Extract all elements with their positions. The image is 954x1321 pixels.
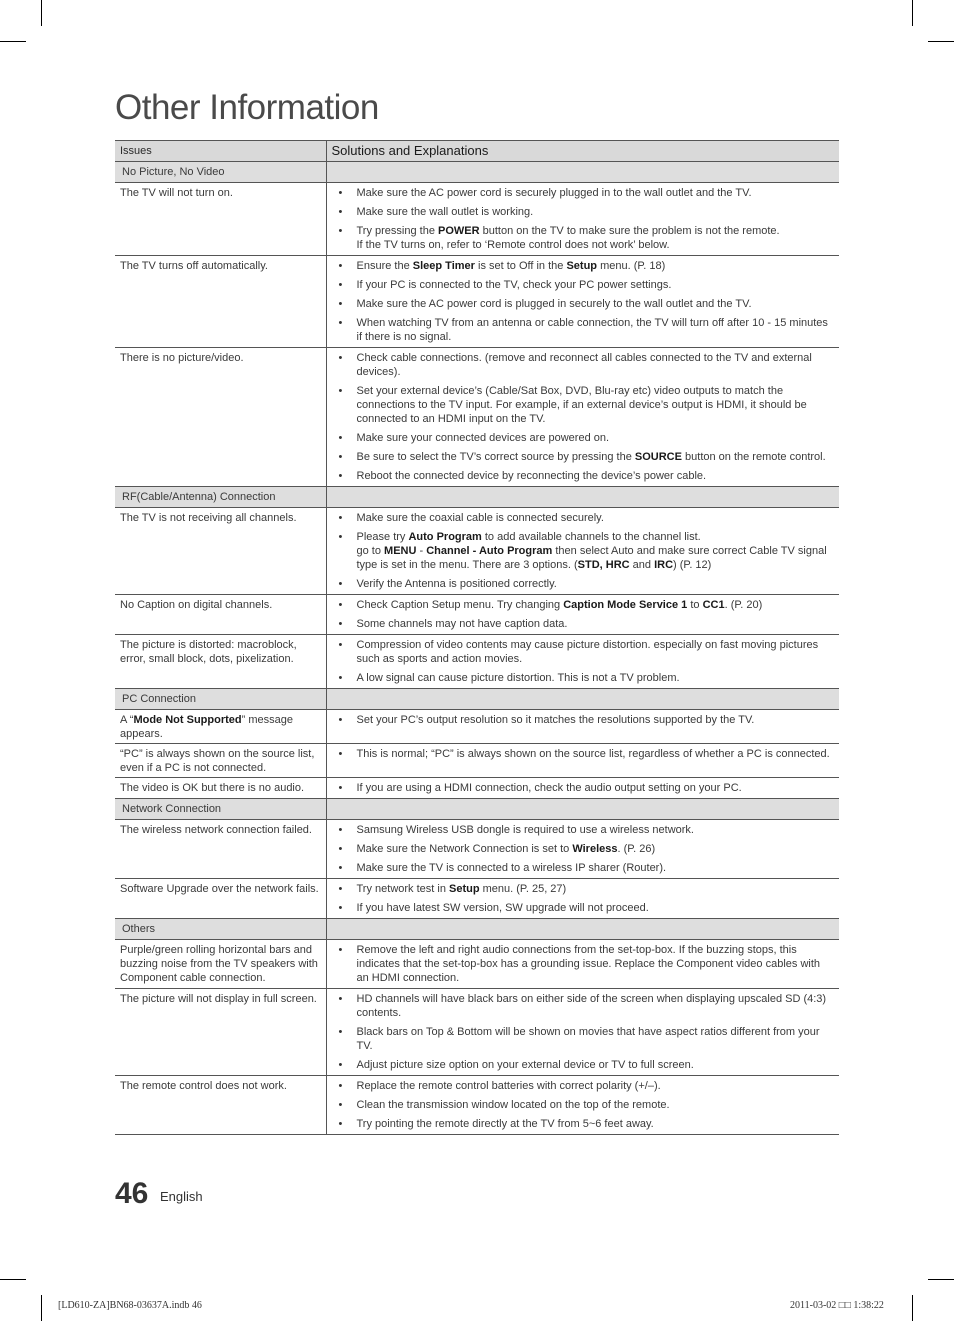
text-segment: Make sure the Network Connection is set to bbox=[356, 843, 573, 855]
crop-mark bbox=[41, 1295, 42, 1321]
category-label bbox=[115, 689, 326, 710]
text-segment: menu. (P. 25, 27) bbox=[479, 883, 567, 895]
text-segment: go to bbox=[356, 545, 385, 557]
issue-cell bbox=[115, 508, 326, 595]
table-row bbox=[115, 744, 839, 778]
text-segment: is set to Off in the bbox=[474, 260, 567, 272]
solution-cell bbox=[326, 348, 839, 487]
text-segment: HD channels will have black bars on either side of the screen when displaying upscaled SD (4:3) contents. bbox=[356, 993, 827, 1019]
category-row bbox=[115, 487, 839, 508]
category-row bbox=[115, 689, 839, 710]
table-header-row bbox=[115, 141, 839, 162]
solution-cell bbox=[326, 183, 839, 256]
solution-list bbox=[339, 943, 835, 985]
solution-cell bbox=[326, 989, 839, 1076]
solution-item bbox=[339, 316, 835, 344]
solution-cell bbox=[326, 710, 839, 744]
solution-item bbox=[339, 638, 835, 666]
solution-item bbox=[339, 1058, 835, 1072]
text-segment: Network Connection bbox=[122, 803, 222, 815]
print-file-info: [LD610-ZA]BN68-03637A.indb 46 bbox=[58, 1300, 202, 1311]
solution-cell bbox=[326, 256, 839, 348]
emphasis-term: SOURCE bbox=[634, 451, 682, 463]
text-segment: A “ bbox=[120, 714, 134, 726]
text-segment: . (P. 20) bbox=[724, 599, 763, 611]
table-row bbox=[115, 940, 839, 989]
category-spacer bbox=[326, 799, 839, 820]
solution-list bbox=[339, 351, 835, 483]
text-segment: The TV is not receiving all channels. bbox=[120, 512, 297, 524]
category-spacer bbox=[326, 689, 839, 710]
issue-cell bbox=[115, 989, 326, 1076]
solution-item bbox=[339, 530, 835, 572]
crop-mark bbox=[41, 0, 42, 26]
table-row bbox=[115, 989, 839, 1076]
emphasis-term: Auto Program bbox=[408, 531, 482, 543]
text-segment: Some channels may not have caption data. bbox=[356, 618, 568, 630]
category-label bbox=[115, 162, 326, 183]
text-segment: If the TV turns on, refer to ‘Remote control does not work’ below. bbox=[356, 239, 670, 251]
solution-list bbox=[339, 1079, 835, 1131]
table-row bbox=[115, 820, 839, 879]
category-label bbox=[115, 919, 326, 940]
category-label bbox=[115, 487, 326, 508]
text-segment: The video is OK but there is no audio. bbox=[120, 782, 305, 794]
solution-item bbox=[339, 617, 835, 631]
crop-mark bbox=[0, 1279, 26, 1280]
emphasis-term: MENU bbox=[384, 545, 417, 557]
text-segment: Make sure the coaxial cable is connected securely. bbox=[356, 512, 604, 524]
text-segment: then select Auto and make sure correct Cable TV signal type is set in the menu. There are 3 options. ( bbox=[356, 545, 827, 571]
issues-header: Issues bbox=[115, 141, 326, 162]
table-row bbox=[115, 710, 839, 744]
page-language: English bbox=[160, 1189, 203, 1204]
text-segment: and bbox=[629, 559, 655, 571]
text-segment: Remove the left and right audio connections from the set-top-box. If the buzzing stops, this indicates that the set-top-box has a grounding issue. Replace the Component video cables with an HDMI connection. bbox=[356, 944, 821, 984]
crop-mark bbox=[0, 41, 26, 42]
text-segment: The picture will not display in full screen. bbox=[120, 993, 317, 1005]
category-row bbox=[115, 919, 839, 940]
solution-item bbox=[339, 259, 835, 273]
emphasis-term: CC1 bbox=[702, 599, 725, 611]
text-segment: Verify the Antenna is positioned correctly. bbox=[356, 578, 557, 590]
category-row bbox=[115, 162, 839, 183]
table-row bbox=[115, 635, 839, 689]
text-segment: Make sure the wall outlet is working. bbox=[356, 206, 534, 218]
table-row bbox=[115, 879, 839, 919]
solution-cell bbox=[326, 879, 839, 919]
issue-cell bbox=[115, 879, 326, 919]
text-segment: Set your external device’s (Cable/Sat Box, DVD, Blu-ray etc) video outputs to match the connections to the TV input. For example, if an external device’s output is HDMI, it should be connected to an HDMI input on the TV. bbox=[356, 385, 807, 425]
text-segment: Try pointing the remote directly at the TV from 5~6 feet away. bbox=[356, 1118, 654, 1130]
table-row bbox=[115, 183, 839, 256]
text-segment: - bbox=[416, 545, 427, 557]
text-segment: The picture is distorted: macroblock, error, small block, dots, pixelization. bbox=[120, 639, 297, 665]
text-segment: If your PC is connected to the TV, check your PC power settings. bbox=[356, 279, 672, 291]
solution-item bbox=[339, 861, 835, 875]
solution-list bbox=[339, 747, 835, 761]
solutions-header: Solutions and Explanations bbox=[326, 141, 839, 162]
solution-item bbox=[339, 224, 835, 252]
text-segment: menu. (P. 18) bbox=[597, 260, 666, 272]
text-segment: Samsung Wireless USB dongle is required to use a wireless network. bbox=[356, 824, 694, 836]
text-segment: Check cable connections. (remove and reconnect all cables connected to the TV and external devices). bbox=[356, 352, 812, 378]
solution-cell bbox=[326, 595, 839, 635]
category-spacer bbox=[326, 487, 839, 508]
text-segment: The wireless network connection failed. bbox=[120, 824, 312, 836]
text-segment: Make sure the TV is connected to a wireless IP sharer (Router). bbox=[356, 862, 667, 874]
text-segment: Try pressing the bbox=[356, 225, 439, 237]
table-body bbox=[115, 162, 839, 1135]
text-segment: Ensure the bbox=[356, 260, 413, 272]
text-segment: button on the remote control. bbox=[681, 451, 826, 463]
solution-item bbox=[339, 431, 835, 445]
text-segment: Please try bbox=[356, 531, 409, 543]
text-segment: The TV will not turn on. bbox=[120, 187, 233, 199]
solution-item bbox=[339, 450, 835, 464]
solution-item bbox=[339, 992, 835, 1020]
table-row bbox=[115, 508, 839, 595]
text-segment: Adjust picture size option on your external device or TV to full screen. bbox=[356, 1059, 694, 1071]
category-row bbox=[115, 799, 839, 820]
text-segment: A low signal can cause picture distortion. This is not a TV problem. bbox=[356, 672, 680, 684]
table-row bbox=[115, 778, 839, 799]
emphasis-term: Setup bbox=[449, 883, 480, 895]
text-segment: RF(Cable/Antenna) Connection bbox=[122, 491, 276, 503]
crop-mark bbox=[928, 41, 954, 42]
table-row bbox=[115, 595, 839, 635]
solution-item bbox=[339, 205, 835, 219]
issue-cell bbox=[115, 183, 326, 256]
text-segment: Make sure the AC power cord is securely plugged in to the wall outlet and the TV. bbox=[356, 187, 752, 199]
emphasis-term: Caption Mode Service 1 bbox=[563, 599, 688, 611]
solution-item bbox=[339, 1098, 835, 1112]
solution-list bbox=[339, 638, 835, 685]
solution-item bbox=[339, 278, 835, 292]
text-segment: PC Connection bbox=[122, 693, 196, 705]
issue-cell bbox=[115, 820, 326, 879]
text-segment: Others bbox=[122, 923, 156, 935]
text-segment: Make sure your connected devices are powered on. bbox=[356, 432, 610, 444]
issue-cell bbox=[115, 744, 326, 778]
emphasis-term: Setup bbox=[566, 260, 598, 272]
solution-item bbox=[339, 671, 835, 685]
page-title: Other Information bbox=[115, 88, 379, 127]
text-segment: Make sure the AC power cord is plugged in securely to the wall outlet and the TV. bbox=[356, 298, 752, 310]
solution-list bbox=[339, 511, 835, 591]
issue-cell bbox=[115, 1076, 326, 1135]
solution-item bbox=[339, 577, 835, 591]
solution-item bbox=[339, 1117, 835, 1131]
solution-item bbox=[339, 882, 835, 896]
issue-cell bbox=[115, 595, 326, 635]
text-segment: Software Upgrade over the network fails. bbox=[120, 883, 319, 895]
solution-cell bbox=[326, 940, 839, 989]
solution-item bbox=[339, 943, 835, 985]
text-segment: Clean the transmission window located on the top of the remote. bbox=[356, 1099, 670, 1111]
solution-list bbox=[339, 882, 835, 915]
category-label bbox=[115, 799, 326, 820]
solution-item bbox=[339, 351, 835, 379]
text-segment: The TV turns off automatically. bbox=[120, 260, 268, 272]
table-row bbox=[115, 1076, 839, 1135]
solution-cell bbox=[326, 820, 839, 879]
text-segment: Compression of video contents may cause picture distortion. especially on fast moving pictures such as sports and action movies. bbox=[356, 639, 819, 665]
emphasis-term: Channel - Auto Program bbox=[426, 545, 553, 557]
solution-item bbox=[339, 469, 835, 483]
solution-cell bbox=[326, 1076, 839, 1135]
solution-cell bbox=[326, 744, 839, 778]
text-segment: If you have latest SW version, SW upgrade will not proceed. bbox=[356, 902, 649, 914]
solution-item bbox=[339, 384, 835, 426]
text-segment: Be sure to select the TV’s correct source by pressing the bbox=[356, 451, 635, 463]
text-segment: Try network test in bbox=[356, 883, 450, 895]
solution-item bbox=[339, 713, 835, 727]
text-segment: Replace the remote control batteries with correct polarity (+/–). bbox=[356, 1080, 661, 1092]
solution-item bbox=[339, 1025, 835, 1053]
text-segment: “PC” is always shown on the source list, even if a PC is not connected. bbox=[120, 748, 315, 774]
solution-item bbox=[339, 842, 835, 856]
category-spacer bbox=[326, 919, 839, 940]
print-timestamp: 2011-03-02 □□ 1:38:22 bbox=[790, 1300, 884, 1311]
solution-item bbox=[339, 747, 835, 761]
troubleshooting-table bbox=[115, 140, 839, 1135]
text-segment: Reboot the connected device by reconnecting the device’s power cable. bbox=[356, 470, 707, 482]
table-row bbox=[115, 348, 839, 487]
solution-item bbox=[339, 186, 835, 200]
solution-list bbox=[339, 598, 835, 631]
text-segment: ” message appears. bbox=[120, 714, 293, 740]
solution-cell bbox=[326, 778, 839, 799]
crop-mark bbox=[912, 1295, 913, 1321]
solution-item bbox=[339, 598, 835, 612]
crop-mark bbox=[912, 0, 913, 26]
emphasis-term: Wireless bbox=[572, 843, 618, 855]
emphasis-term: Mode Not Supported bbox=[133, 714, 242, 726]
issue-cell bbox=[115, 635, 326, 689]
text-segment: Purple/green rolling horizontal bars and buzzing noise from the TV speakers with Component cable connection. bbox=[120, 944, 318, 984]
text-segment: button on the TV to make sure the problem is not the remote. bbox=[479, 225, 780, 237]
issue-cell bbox=[115, 256, 326, 348]
text-segment: No Picture, No Video bbox=[122, 166, 225, 178]
text-segment: When watching TV from an antenna or cable connection, the TV will turn off after 10 - 15 minutes if there is no signal. bbox=[356, 317, 828, 343]
category-spacer bbox=[326, 162, 839, 183]
emphasis-term: POWER bbox=[438, 225, 480, 237]
solution-cell bbox=[326, 508, 839, 595]
text-segment: Set your PC’s output resolution so it matches the resolutions supported by the TV. bbox=[356, 714, 755, 726]
solution-cell bbox=[326, 635, 839, 689]
solution-list bbox=[339, 186, 835, 252]
crop-mark bbox=[928, 1279, 954, 1280]
issue-cell bbox=[115, 940, 326, 989]
solution-item bbox=[339, 823, 835, 837]
solution-item bbox=[339, 297, 835, 311]
solution-list bbox=[339, 713, 835, 727]
text-segment: to bbox=[687, 599, 703, 611]
solution-list bbox=[339, 992, 835, 1072]
solution-item bbox=[339, 511, 835, 525]
text-segment: The remote control does not work. bbox=[120, 1080, 287, 1092]
issue-cell bbox=[115, 710, 326, 744]
text-segment: No Caption on digital channels. bbox=[120, 599, 273, 611]
issue-cell bbox=[115, 348, 326, 487]
text-segment: If you are using a HDMI connection, check the audio output setting on your PC. bbox=[356, 782, 742, 794]
text-segment: ) (P. 12) bbox=[673, 559, 712, 571]
solution-item bbox=[339, 1079, 835, 1093]
text-segment: . (P. 26) bbox=[617, 843, 656, 855]
emphasis-term: IRC bbox=[654, 559, 674, 571]
text-segment: to add available channels to the channel list. bbox=[481, 531, 701, 543]
solution-item bbox=[339, 781, 835, 795]
solution-list bbox=[339, 823, 835, 875]
text-segment: Check Caption Setup menu. Try changing bbox=[356, 599, 564, 611]
solution-list bbox=[339, 781, 835, 795]
emphasis-term: Sleep Timer bbox=[412, 260, 475, 272]
text-segment: There is no picture/video. bbox=[120, 352, 244, 364]
text-segment: This is normal; “PC” is always shown on the source list, regardless of whether a PC is connected. bbox=[356, 748, 830, 760]
solution-list bbox=[339, 259, 835, 344]
issue-cell bbox=[115, 778, 326, 799]
emphasis-term: STD, HRC bbox=[577, 559, 630, 571]
text-segment: Black bars on Top & Bottom will be shown on movies that have aspect ratios different from your TV. bbox=[356, 1026, 820, 1052]
solution-item bbox=[339, 901, 835, 915]
page-number: 46 bbox=[115, 1177, 149, 1210]
table-row bbox=[115, 256, 839, 348]
